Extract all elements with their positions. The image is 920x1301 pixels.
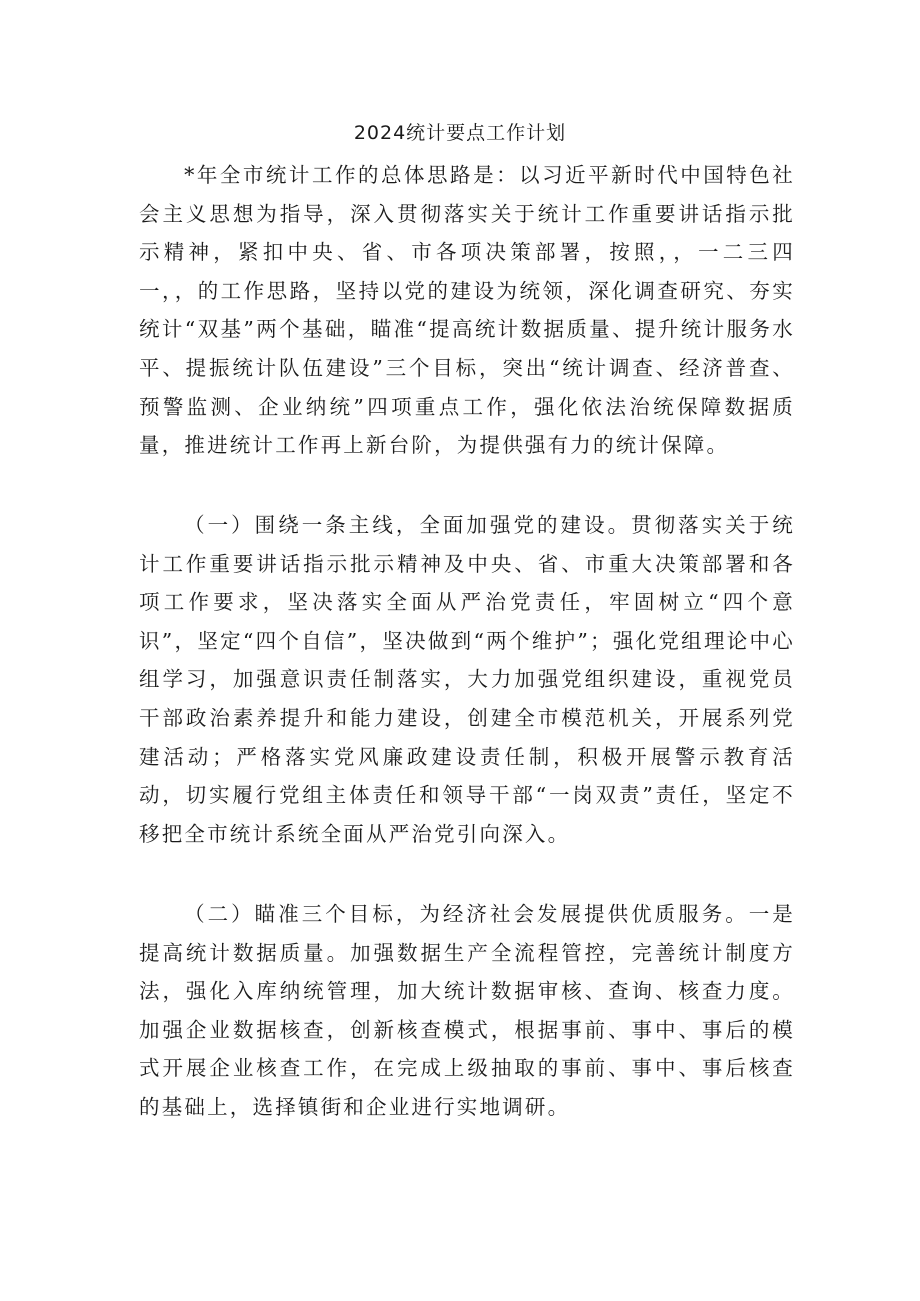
paragraph-overview: *年全市统计工作的总体思路是：以习近平新时代中国特色社会主义思想为指导，深入贯彻落实关于统计工作重要讲话指示批示精神，紧扣中央、省、市各项决策部署，按照，，一二三四一，，的工作思路，坚持以党的建设为统领，深化调查研究、夯实统计“双基”两个基础，瞄准“提高统计数据质量、提升统计服务水平、提振统计队伍建设”三个目标，突出“统计调查、经济普查、预警监测、企业纳统”四项重点工作，强化依法治统保障数据质量，推进统计工作再上新台阶，为提供强有力的统计保障。	[139, 163, 795, 458]
paragraph-section-one: （一）围绕一条主线，全面加强党的建设。贯彻落实关于统计工作重要讲话指示批示精神及中央、省、市重大决策部署和各项工作要求，坚决落实全面从严治党责任，牢固树立“四个意识”，坚定“四个自信”，坚决做到“两个维护”；强化党组理论中心组学习，加强意识责任制落实，大力加强党组织建设，重视党员干部政治素养提升和能力建设，创建全市模范机关，开展系列党建活动；严格落实党风廉政建设责任制，积极开展警示教育活动，切实履行党组主体责任和领导干部“一岗双责”责任，坚定不移把全市统计系统全面从严治党引向深入。	[139, 513, 795, 846]
paragraph-section-two: （二）瞄准三个目标，为经济社会发展提供优质服务。一是提高统计数据质量。加强数据生产全流程管控，完善统计制度方法，强化入库纳统管理，加大统计数据审核、查询、核查力度。加强企业数据核查，创新核查模式，根据事前、事中、事后的模式开展企业核查工作，在完成上级抽取的事前、事中、事后核查的基础上，选择镇街和企业进行实地调研。	[139, 902, 795, 1119]
document-title: 2024统计要点工作计划	[353, 122, 567, 144]
